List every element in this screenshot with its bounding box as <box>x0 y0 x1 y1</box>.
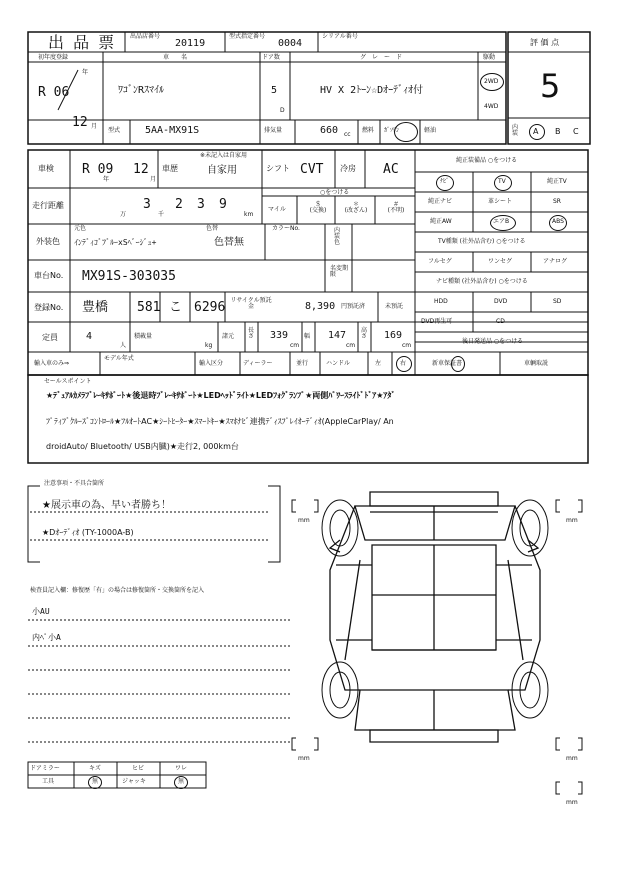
tools-tool-value: 無 <box>92 778 99 785</box>
mm-label-fl: mm <box>298 517 310 524</box>
equip-abs-circle <box>549 215 567 231</box>
tools-tool-label: 工具 <box>42 778 55 785</box>
mileage-sen: 千 <box>158 211 165 218</box>
parallel-label: 並行 <box>296 360 309 367</box>
plate-label: 登録No. <box>34 303 64 312</box>
inspection-label: 車検 <box>38 164 54 173</box>
model-label: 型式 <box>108 127 121 134</box>
equip-genuine-navi: 純正ナビ <box>428 198 453 205</box>
mileage-digit-1: 3 <box>143 197 151 212</box>
equip-tv: TV <box>498 178 506 185</box>
first-reg-label: 初年度登録 <box>38 54 69 61</box>
color-no-label: カラーNo. <box>272 225 300 232</box>
nav-dvd: DVD <box>494 298 508 305</box>
equip-airbag: エアB <box>493 218 510 225</box>
year-suffix: 年 <box>82 69 89 76</box>
later-title: 後日発送品 ○をつける <box>462 338 524 345</box>
mile-label: マイル <box>268 206 286 213</box>
plate-area: 豊橋 <box>82 300 109 315</box>
displacement-value: 660 <box>320 125 339 136</box>
equip-navi: ﾅﾋﾞ <box>440 178 450 185</box>
capacity-label: 定員 <box>42 333 58 342</box>
grade-value: HV X 2ﾄｰﾝ☆Dｵｰﾃﾞｨｵ付 <box>320 85 424 96</box>
tv-oneseg: ワンセグ <box>488 258 513 265</box>
load-label: 積載量 <box>134 333 153 340</box>
first-reg-era: R 06 <box>38 85 70 100</box>
tools-header-break: ワレ <box>175 765 188 772</box>
first-reg-month: 12 <box>72 115 88 130</box>
nav-sd: SD <box>553 298 562 305</box>
history-label: 車歴 <box>162 164 178 173</box>
capacity-value: 4 <box>86 331 93 342</box>
equip-genuine-tv: 純正TV <box>547 178 567 185</box>
height-label: 高さ <box>361 327 368 340</box>
equip-navi-circle <box>436 175 454 191</box>
shift-value: CVT <box>300 162 324 177</box>
height-unit: cm <box>402 342 412 349</box>
mark-label: ○をつける <box>320 189 350 196</box>
orig-color-label: 元色 <box>74 225 87 232</box>
equip-tv-circle <box>494 175 512 191</box>
int-grade-c: C <box>573 127 579 136</box>
nav-title: ナビ種類 (社外品含む) ○をつける <box>436 278 528 285</box>
color-change: 色替無 <box>214 237 244 248</box>
fuel-label: 燃料 <box>362 127 375 134</box>
drive-4wd: 4WD <box>484 103 499 110</box>
tools-jack-label: ジャッキ <box>122 778 146 785</box>
length-unit: cm <box>290 342 300 349</box>
dvd-play: DVD再生可 <box>421 318 453 325</box>
tools-jack-circle <box>174 776 188 789</box>
notes-label: 注意事項・不具合箇所 <box>44 480 105 487</box>
load-unit: kg <box>205 342 213 349</box>
auction-no-label: 出品店番号 <box>130 33 161 40</box>
left-label: 左 <box>375 360 382 367</box>
mileage-unit: km <box>244 211 254 218</box>
inspection-month-suffix: 月 <box>150 176 157 183</box>
import-label: 輸入車のみ⇒ <box>34 360 70 367</box>
mileage-digit-2: 2 <box>175 197 183 212</box>
sales-line-3: droidAuto/ Bluetooth/ USB内臓)★走行2, 000km台 <box>46 442 239 451</box>
sales-label: セールスポイント <box>44 378 92 385</box>
unpaid-label: 未預託 <box>385 303 404 310</box>
name-label: 車 名 <box>163 54 188 61</box>
chassis-label: 車台No. <box>34 271 64 280</box>
recycle-amount: 8,390 <box>305 301 336 312</box>
form-title: 出 品 票 <box>48 33 117 52</box>
right-label: 右 <box>400 360 407 367</box>
chassis-value: MX91S-303035 <box>82 269 176 284</box>
fuel-circle <box>394 122 418 142</box>
inspection-year: 年 <box>103 176 110 183</box>
doors-label: ドア数 <box>262 54 280 61</box>
inspection-value: R 09 <box>82 162 114 177</box>
mileage-digit-4: 9 <box>219 197 227 212</box>
drive-label: 駆動 <box>483 54 496 61</box>
cd-label: CD <box>496 318 505 325</box>
tools-jack-value: 無 <box>178 778 185 785</box>
plate-num: 6296 <box>194 300 226 315</box>
dealer-label: ディーラー <box>243 360 273 367</box>
int-label: 内装 <box>512 124 519 137</box>
tools-header-scratch: キズ <box>89 765 101 772</box>
score-label: 評 価 点 <box>530 38 560 47</box>
height-value: 169 <box>384 330 403 341</box>
length-label: 長さ <box>248 327 255 340</box>
history-note: ※未記入は自家用 <box>200 152 248 159</box>
orig-color: ｲﾝﾃﾞｨｺﾞﾌﾞﾙｰxSﾍﾞｰｼﾞｭ+ <box>74 238 157 247</box>
inspection-month: 12 <box>133 162 149 177</box>
spec-label: 諸元 <box>222 333 235 340</box>
equip-abs: ABS <box>552 218 564 225</box>
int-grade-a: A <box>533 127 539 136</box>
int-grade-b: B <box>555 127 561 136</box>
mm-label-spare: mm <box>566 799 578 806</box>
recycle-label: リサイクル預託金 <box>230 297 272 310</box>
unknown-label: ＃ (不明) <box>387 201 405 214</box>
displacement-unit: cc <box>344 131 351 138</box>
width-unit: cm <box>346 342 356 349</box>
equip-airbag-circle <box>490 215 516 231</box>
ac-value: AC <box>383 162 399 177</box>
length-value: 339 <box>270 330 289 341</box>
drive-2wd: 2WD <box>484 78 499 85</box>
warranty-circle <box>451 356 465 372</box>
mileage-man: 万 <box>120 211 127 218</box>
fuel-gas: ｶﾞｿﾘﾝ <box>384 127 400 134</box>
class-no: 0004 <box>278 38 303 49</box>
sales-line-1: ★ﾃﾞｭｱﾙｶﾒﾗﾌﾞﾚｰｷｻﾎﾟｰﾄ★後退時ﾌﾞﾚｰｷｻﾎﾟｰﾄ★LEDﾍｯﾄﾞﾗｲﾄ★LEDﾌｫｸﾞﾗﾝﾌﾟ★両側ﾊﾟﾜｰｽﾗｲﾄﾞﾄﾞｱ★ｱﾀﾞ <box>46 391 396 400</box>
exchange-label: ＄ (交換) <box>309 201 327 214</box>
mm-label-rr: mm <box>566 755 578 762</box>
tv-fullseg: フルセグ <box>428 258 452 265</box>
handle-label: ハンドル <box>326 360 351 367</box>
width-label: 幅 <box>304 333 311 340</box>
mm-label-rl: mm <box>298 755 310 762</box>
notes-line-2: ★Dｵｰﾃﾞｨｵ (TY-1000A-B) <box>42 528 134 537</box>
class-no-label: 型式指定番号 <box>229 33 266 40</box>
vehicle-name: ﾜｺﾞﾝRｽﾏｲﾙ <box>118 85 165 96</box>
int-color-label: 内装色 <box>334 227 341 246</box>
manual-label: 車輌取説 <box>524 360 549 367</box>
auction-no: 20119 <box>175 38 206 49</box>
import-div-label: 輸入区分 <box>199 360 224 367</box>
notes-line-1: ★展示車の為、早い者勝ち！ <box>42 500 171 511</box>
recycle-status: 円預託済 <box>341 303 366 310</box>
fuel-light: 軽油 <box>424 127 437 134</box>
doors-value: 5 <box>271 85 278 96</box>
plate-class: 581 <box>137 300 161 315</box>
door-type: D <box>280 107 285 114</box>
name-change-label: 名変期限 <box>330 265 349 278</box>
inspector-line-2: 内ﾍﾟ小A <box>32 633 61 642</box>
tv-analog: アナログ <box>543 258 568 265</box>
color-change-label: 色替 <box>206 225 219 232</box>
displacement-label: 排気量 <box>264 127 283 134</box>
inspector-label: 検査員記入欄：修復歴「有」の場合は修復箇所・交換箇所を記入 <box>30 587 205 594</box>
mileage-digit-3: 3 <box>197 197 205 212</box>
score-value: 5 <box>540 67 561 105</box>
model-value: 5AA-MX91S <box>145 125 200 136</box>
ac-label: 冷房 <box>340 164 356 173</box>
sales-line-2: ﾌﾟﾃｨﾌﾞｸﾙｰｽﾞｺﾝﾄﾛｰﾙ★ﾌﾙｵｰﾄAC★ｼｰﾄﾋｰﾀｰ★ｽﾏｰﾄｷｰ★ｽﾏﾎﾅﾋﾞ連携ﾃﾞｨｽﾌﾟﾚｲｵｰﾃﾞｨｵ(AppleCarPlay/ An <box>46 417 394 426</box>
equip-sr: SR <box>553 198 561 205</box>
inspector-line-1: 小AU <box>32 607 50 616</box>
mileage-label: 走行距離 <box>32 201 64 210</box>
color-label: 外装色 <box>36 237 60 246</box>
equip-leather: 革シート <box>488 198 513 205</box>
int-circle <box>529 124 545 140</box>
tools-header-mirror: ドアミラー <box>30 765 60 772</box>
capacity-unit: 人 <box>120 342 127 349</box>
handle-circle <box>396 356 412 372</box>
tools-tool-circle <box>88 776 102 789</box>
tools-header-crack: ヒビ <box>132 765 145 772</box>
nav-hdd: HDD <box>434 298 448 305</box>
model-year-label: モデル年式 <box>104 355 134 362</box>
grade-label: グ レ ー ド <box>360 54 403 61</box>
history-value: 自家用 <box>207 165 237 176</box>
tv-title: TV種類 (社外品含む) ○をつける <box>438 238 526 245</box>
plate-kana: こ <box>169 300 183 315</box>
warranty-label: 新車保証書 <box>432 360 463 367</box>
drive-circle <box>480 73 504 91</box>
shift-label: シフト <box>266 164 290 173</box>
mm-label-fr: mm <box>566 517 578 524</box>
equipment-title: 純正装備品 ○をつける <box>456 157 518 164</box>
width-value: 147 <box>328 330 347 341</box>
equip-aw: 純正AW <box>430 218 452 225</box>
month-suffix: 月 <box>91 123 98 130</box>
tamper-label: ＊ (改ざん) <box>344 201 368 214</box>
serial-label: シリアル番号 <box>322 33 358 40</box>
